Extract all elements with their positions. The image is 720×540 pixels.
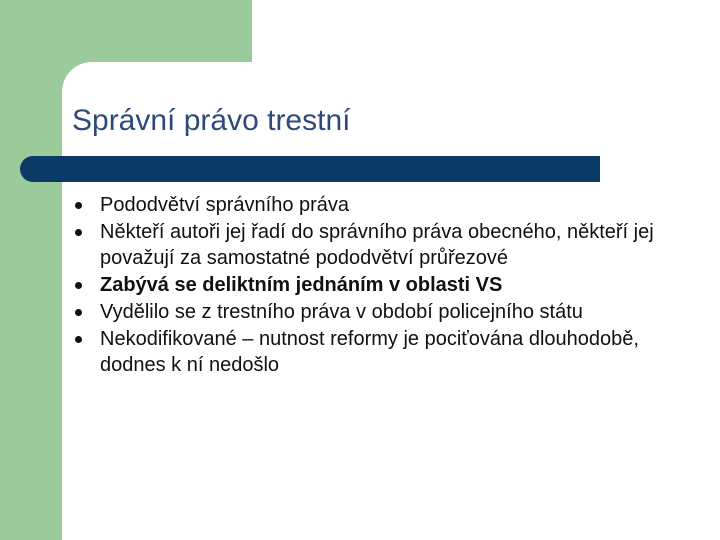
bullet-text: Vydělilo se z trestního práva v období policejního státu [100, 301, 583, 323]
bullet-text: Někteří autoři jej řadí do správního práva obecného, někteří jej považují za samostatné pododvětví průřezové [100, 221, 654, 269]
bullet-dot-icon [75, 309, 82, 316]
bullet-list [72, 192, 672, 379]
bullet-item [72, 299, 672, 325]
bullet-text: Pododvětví správního práva [100, 194, 350, 216]
bullet-item [72, 192, 672, 218]
bullet-text: Zabývá se deliktním jednáním v oblasti VS [100, 274, 503, 296]
bullet-dot-icon [75, 202, 82, 209]
bullet-text: Nekodifikované – nutnost reformy je pociťována dlouhodobě, dodnes k ní nedošlo [100, 328, 639, 376]
bullet-item [72, 272, 672, 298]
bullet-dot-icon [75, 336, 82, 343]
slide-title: Správní právo trestní [72, 104, 351, 137]
bullet-item [72, 326, 672, 378]
title-underline-bar [20, 156, 600, 182]
bullet-dot-icon [75, 282, 82, 289]
bullet-dot-icon [75, 229, 82, 236]
bullet-item [72, 219, 672, 271]
